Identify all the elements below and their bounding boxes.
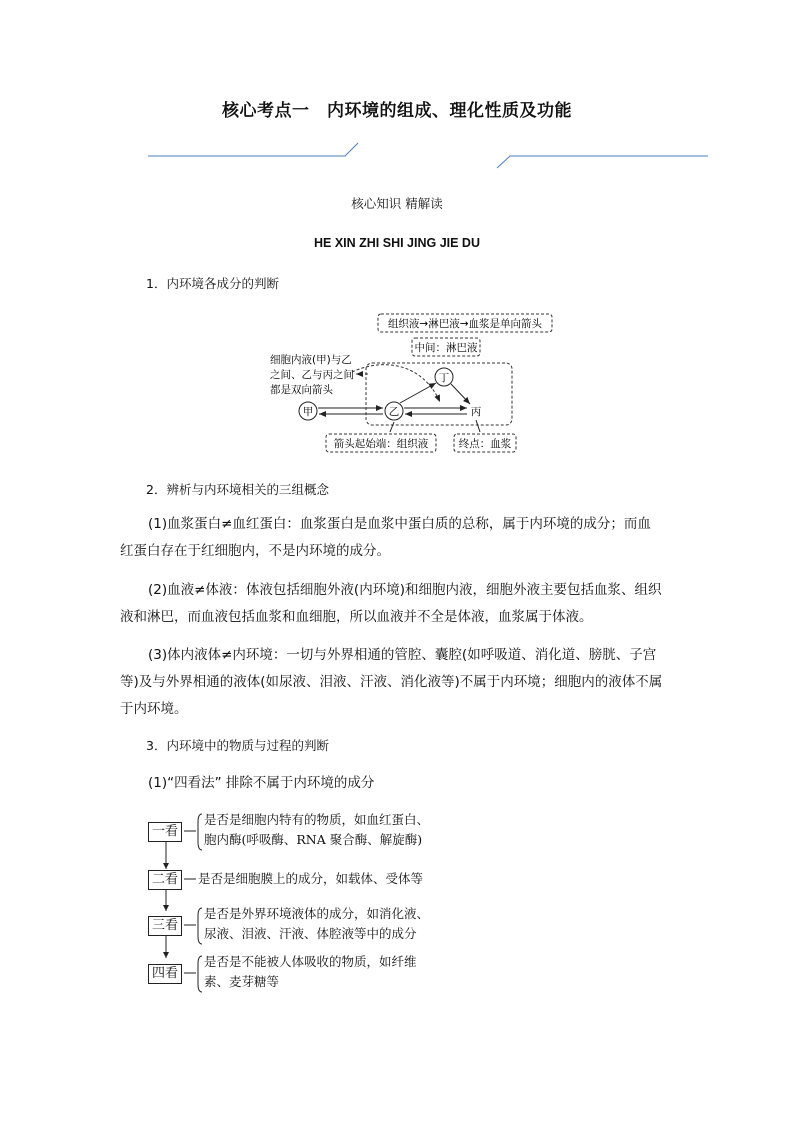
node-yi: 乙 <box>388 406 400 418</box>
section-subtitle: 核心知识 精解读 <box>351 196 443 211</box>
heading-1: 1．内环境各成分的判断 <box>146 276 279 291</box>
node-jia: 甲 <box>302 406 314 418</box>
heading-2: 2．辨析与内环境相关的三组概念 <box>146 482 329 497</box>
node-ding: 丁 <box>438 372 450 384</box>
look-3-line-1: 是否是外界环境液体的成分，如消化液、 <box>204 906 430 921</box>
note-line-2: 之间、乙与丙之间 <box>270 369 354 381</box>
look-4-line-2: 素、麦芽糖等 <box>204 974 280 989</box>
look-2-box: 二看 <box>148 870 182 890</box>
top-box-label: 组织液→淋巴液→血浆是单向箭头 <box>387 318 543 330</box>
middle-box-label: 中间：淋巴液 <box>414 342 478 354</box>
paragraph-3-line-3: 于内环境。 <box>120 701 188 717</box>
end-box-label: 终点：血浆 <box>458 438 512 450</box>
look-4-line-1: 是否是不能被人体吸收的物质，如纤维 <box>204 954 417 969</box>
look-1-text <box>204 810 429 850</box>
paragraph-2 <box>120 577 680 631</box>
header-divider <box>0 0 794 170</box>
look-1-line-2: 胞内酶(呼吸酶、RNA 聚合酶、解旋酶) <box>204 832 423 847</box>
look-3-text <box>204 904 429 944</box>
look-3-box: 三看 <box>148 916 182 936</box>
start-box-label: 箭头起始端：组织液 <box>333 438 429 450</box>
paragraph-1-line-2: 红蛋白存在于红细胞内，不是内环境的成分。 <box>120 543 390 559</box>
paragraph-3-line-2: 等)及与外界相通的液体(如尿液、泪液、汗液、消化液等)不属于内环境；细胞内的液体不属 <box>120 674 663 690</box>
node-bing: 丙 <box>470 406 482 418</box>
paragraph-2-line-1: (2)血液≠体液：体液包括细胞外液(内环境)和细胞内液，细胞外液主要包括血浆、组织 <box>148 582 662 598</box>
look-2-text: 是否是细胞膜上的成分，如载体、受体等 <box>198 871 424 886</box>
paragraph-3-line-1: (3)体内液体≠内环境：一切与外界相通的管腔、囊腔(如呼吸道、消化道、膀胱、子宫 <box>148 647 657 663</box>
heading-3: 3．内环境中的物质与过程的判断 <box>146 738 329 753</box>
pinyin-heading: HE XIN ZHI SHI JING JIE DU <box>313 236 480 250</box>
look-4-text <box>204 952 417 992</box>
note-line-1: 细胞内液(甲)与乙 <box>270 354 352 366</box>
inner-environment-diagram <box>262 310 562 458</box>
paragraph-1-line-1: (1)血浆蛋白≠血红蛋白：血浆蛋白是血浆中蛋白质的总称，属于内环境的成分；而血 <box>148 516 651 532</box>
paragraph-3 <box>120 642 680 723</box>
paragraph-1 <box>120 511 680 565</box>
paragraph-2-line-2: 液和淋巴，而血液包括血浆和血细胞，所以血液并不全是体液，血浆属于体液。 <box>120 609 593 625</box>
four-look-flowchart <box>140 808 480 1008</box>
look-1-box: 一看 <box>148 822 182 842</box>
subheading-four-look: (1)“四看法” 排除不属于内环境的成分 <box>148 775 375 791</box>
note-line-3: 都是双向箭头 <box>270 384 333 396</box>
page-title: 核心考点一 内环境的组成、理化性质及功能 <box>222 101 572 121</box>
look-4-box: 四看 <box>148 964 182 984</box>
look-1-line-1: 是否是细胞内特有的物质，如血红蛋白、 <box>204 812 430 827</box>
look-3-line-2: 尿液、泪液、汗液、体腔液等中的成分 <box>204 926 417 941</box>
